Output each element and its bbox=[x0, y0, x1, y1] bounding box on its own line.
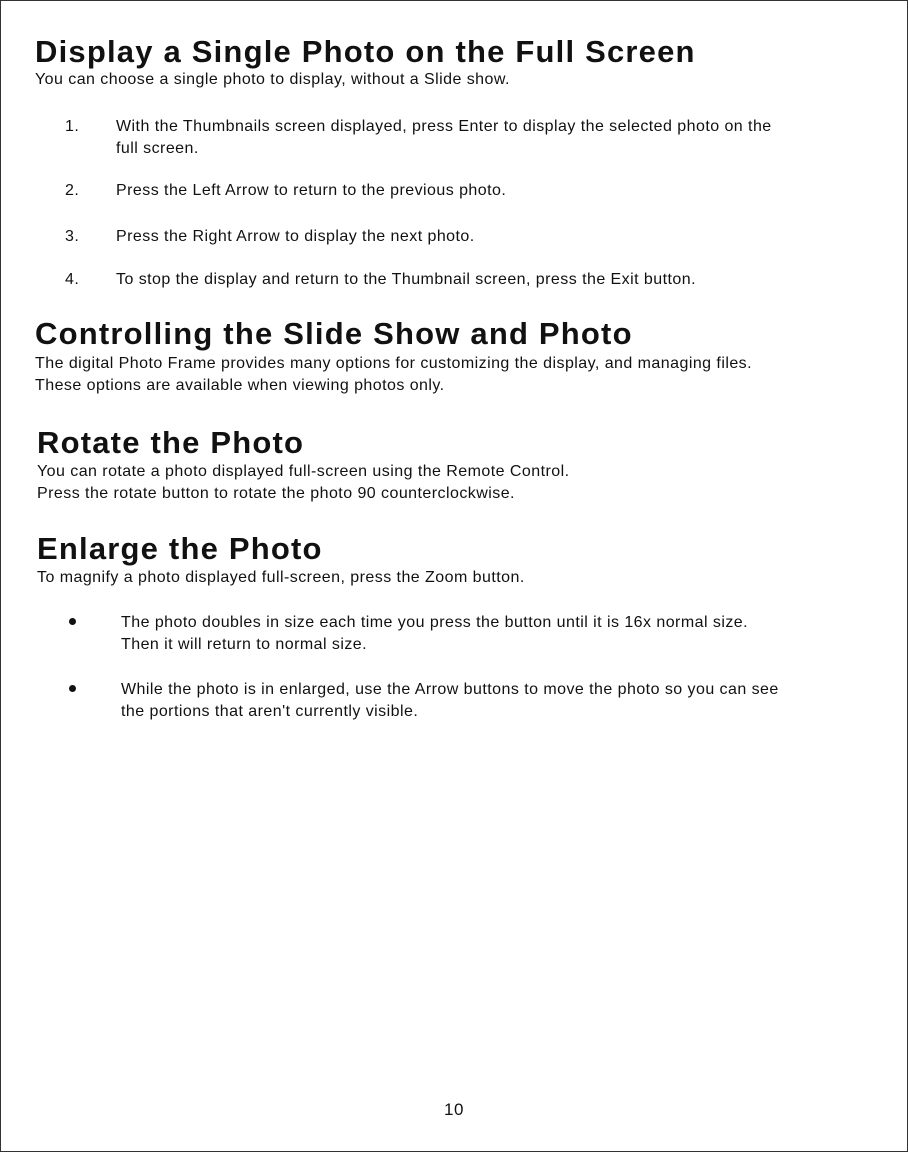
heading-enlarge: Enlarge the Photo bbox=[37, 531, 323, 566]
bullet-text: The photo doubles in size each time you press the button until it is 16x normal size. bbox=[121, 614, 749, 631]
heading-full-screen: Display a Single Photo on the Full Screen bbox=[35, 34, 696, 69]
bullet-icon bbox=[69, 685, 76, 692]
step-text: full screen. bbox=[116, 140, 199, 157]
paragraph-line: You can rotate a photo displayed full-screen using the Remote Control. bbox=[37, 463, 570, 480]
step-text: With the Thumbnails screen displayed, press Enter to display the selected photo on the bbox=[116, 118, 772, 135]
intro-enlarge: To magnify a photo displayed full-screen, press the Zoom button. bbox=[37, 569, 525, 586]
step-number: 3. bbox=[65, 228, 80, 245]
step-text: To stop the display and return to the Thumbnail screen, press the Exit button. bbox=[116, 271, 697, 288]
heading-rotate: Rotate the Photo bbox=[37, 425, 305, 460]
step-number: 4. bbox=[65, 271, 80, 288]
step-number: 1. bbox=[65, 118, 80, 135]
page-number: 10 bbox=[444, 1100, 464, 1119]
bullet-text: Then it will return to normal size. bbox=[121, 636, 368, 653]
bullet-text: the portions that aren't currently visible. bbox=[121, 703, 419, 720]
heading-controlling: Controlling the Slide Show and Photo bbox=[35, 316, 633, 351]
step-text: Press the Left Arrow to return to the previous photo. bbox=[116, 182, 507, 199]
step-number: 2. bbox=[65, 182, 80, 199]
paragraph-line: These options are available when viewing photos only. bbox=[35, 377, 445, 394]
step-text: Press the Right Arrow to display the next photo. bbox=[116, 228, 475, 245]
paragraph-controlling bbox=[35, 353, 752, 397]
bullet-icon bbox=[69, 618, 76, 625]
paragraph-line: Press the rotate button to rotate the photo 90 counterclockwise. bbox=[37, 485, 515, 502]
paragraph-rotate bbox=[37, 461, 570, 505]
intro-full-screen: You can choose a single photo to display, without a Slide show. bbox=[35, 71, 510, 88]
paragraph-line: The digital Photo Frame provides many options for customizing the display, and managing files. bbox=[35, 355, 753, 372]
bullet-text: While the photo is in enlarged, use the Arrow buttons to move the photo so you can see bbox=[121, 681, 779, 698]
